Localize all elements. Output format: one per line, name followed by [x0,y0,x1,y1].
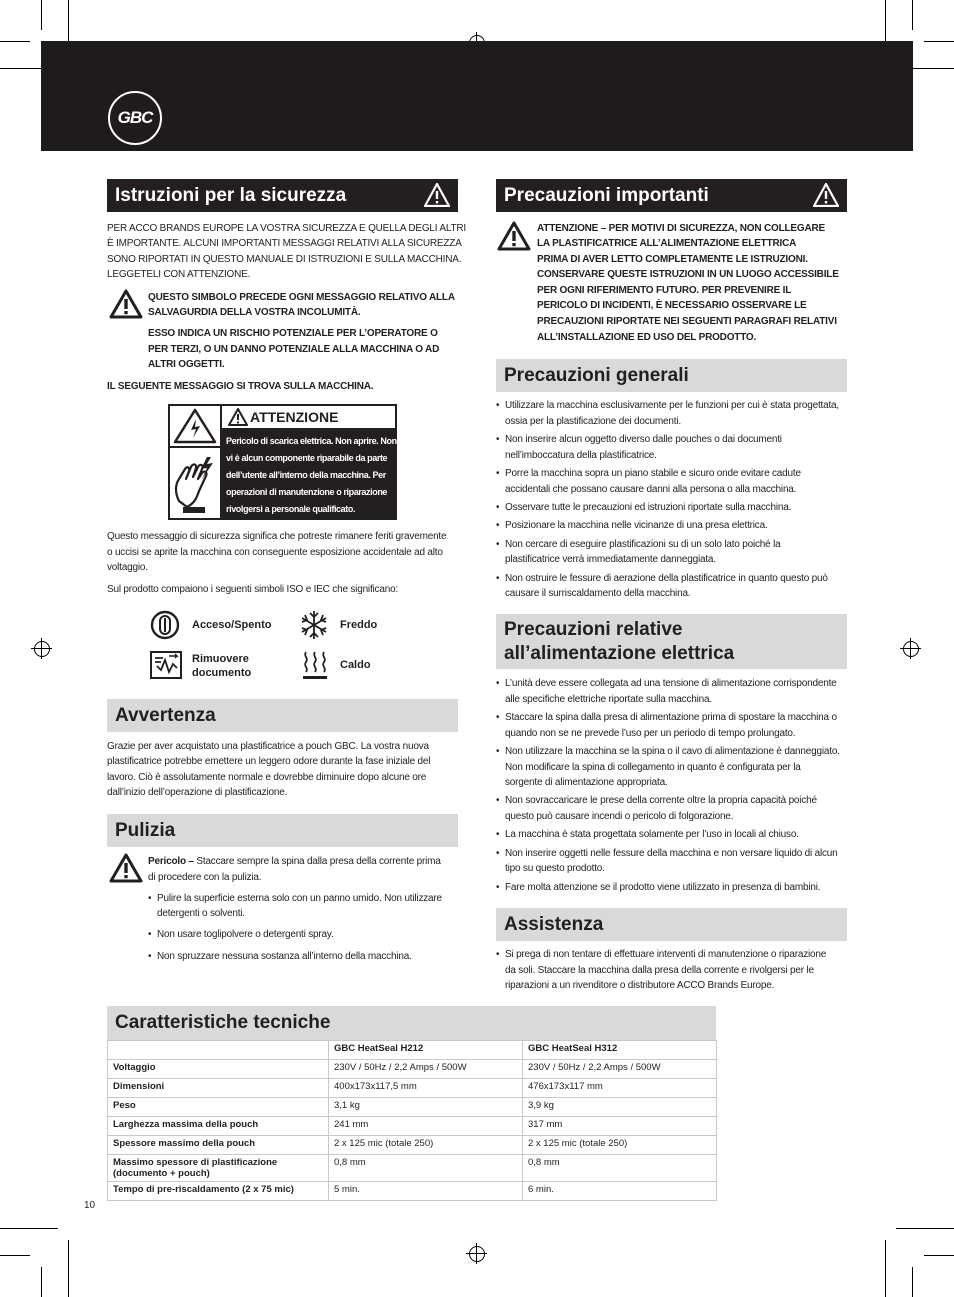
table-cell: 476x173x117 mm [523,1079,717,1098]
warning-text: PERICOLO DI INCIDENTI, È NECESSARIO OSSERVARE LE [537,300,807,311]
text-line: causare il surriscaldamento della macchina. [505,588,691,599]
section-title-safety: Istruzioni per la sicurezza [107,179,458,212]
table-row [108,1136,717,1155]
symbol-label-hot: Caldo [340,659,371,671]
section-title-line: all’alimentazione elettrica [504,643,735,664]
symbol-label-cold: Freddo [340,619,378,631]
text-line: detergenti o solventi. [157,908,245,919]
label-text: rivolgersi a personale qualificato. [226,504,356,514]
text-line: Sul prodotto compaiono i seguenti simboli ISO e IEC che significano: [107,584,399,595]
list-item: • Non ostruire le fessure di aerazione della plastificatrice in quanto questo può [505,571,828,587]
table-cell: 241 mm [329,1117,523,1136]
heat-icon [300,648,330,682]
label-text: dell’utente all’interno della macchina. Per [226,470,386,480]
section-title-line: Precauzioni relative [504,619,683,640]
warning-triangle-icon [109,289,143,319]
section-title-assistenza: Assistenza [496,908,847,941]
hand-shock-icon [171,451,219,517]
text-line: questo può causare incendi o pericolo di folgorazione. [505,811,734,822]
text-line: o uccisi se aprite la macchina con conseguente esposizione accidentale ad alto [107,547,443,558]
table-cell: Dimensioni [108,1079,329,1098]
remove-document-icon [149,650,183,680]
table-cell: Massimo spessore di plastificazione (documento + pouch) [108,1155,329,1182]
warning-text: ATTENZIONE – PER MOTIVI DI SICUREZZA, NON COLLEGARE [537,223,825,234]
table-header-cell: GBC HeatSeal H312 [523,1041,717,1060]
text-line: sorgente di alimentazione appropriata. [505,777,668,788]
text-line: dall’inizio dell’operazione di plastificazione. [107,787,288,798]
label-text: vi è alcun componente riparabile da parte [226,453,388,463]
symbol-label-remove: Rimuovere [192,653,249,665]
warning-text: ALTRI OGGETTI. [148,359,225,370]
header-band [41,41,913,151]
text-line: plastificatrice potrebbe emettere un leggero odore durante la fase iniziale del [107,756,431,767]
table-row [108,1182,717,1201]
warning-text: QUESTO SIMBOLO PRECEDE OGNI MESSAGGIO RELATIVO ALLA [148,292,455,303]
text-line: Grazie per aver acquistato una plastificatrice a pouch GBC. La vostra nuova [107,741,429,752]
text-line: quando non se ne prevede l’uso per un periodo di tempo prolungato. [505,728,796,739]
text-line: da soli. Staccare la macchina dalla presa della corrente e rivolgersi per le [505,965,814,976]
warning-triangle-icon [228,408,248,426]
registration-mark-icon [903,641,919,657]
warning-text: ESSO INDICA UN RISCHIO POTENZIALE PER L’OPERATORE O [148,328,438,339]
list-item: • Pulire la superficie esterna solo con un panno umido. Non utilizzare [157,891,442,907]
table-cell: 0,8 mm [523,1155,717,1182]
table-cell: 2 x 125 mic (totale 250) [329,1136,523,1155]
text-line: accidentali che possano causare danni alla persona o alla macchina. [505,484,797,495]
list-item: • Non inserire alcun oggetto diverso dalle pouches o dai documenti [505,432,782,448]
section-title-specs: Caratteristiche tecniche [107,1006,716,1040]
section-title-generali: Precauzioni generali [496,359,847,392]
text-line: Non modificare la spina di collegamento in quanto è configurata per la [505,762,801,773]
list-item: • Non spruzzare nessuna sostanza all’interno della macchina. [157,949,412,965]
table-cell: Tempo di pre-riscaldamento (2 x 75 mic) [108,1182,329,1201]
electric-shock-icon [171,407,219,445]
label-text: operazioni di manutenzione o riparazione [226,487,388,497]
page-number: 10 [84,1200,96,1211]
warning-text: PER TERZI, O UN DANNO POTENZIALE ALLA MACCHINA O AD [148,344,440,355]
warning-text: PER OGNI RIFERIMENTO FUTURO. PER PREVENIRE IL [537,285,792,296]
list-item: • Posizionare la macchina nelle vicinanze di una presa elettrica. [505,518,768,534]
warning-triangle-icon [813,183,839,207]
table-cell: 0,8 mm [329,1155,523,1182]
warning-text: ALL’INSTALLAZIONE ED USO DEL PRODOTTO. [537,332,757,343]
table-cell: 230V / 50Hz / 2,2 Amps / 500W [329,1060,523,1079]
label-text: Pericolo di scarica elettrica. Non aprire. Non [226,436,397,446]
list-item: • Si prega di non tentare di effettuare interventi di manutenzione o riparazione [505,947,826,963]
text-line: lavoro. Ciò è assolutamente normale e dovrebbe diminuire dopo alcune ore [107,772,427,783]
table-cell: Peso [108,1098,329,1117]
table-cell: 3,1 kg [329,1098,523,1117]
list-item: • Non inserire oggetti nelle fessure della macchina e non versare liquido di alcun [505,846,838,862]
text-line: È IMPORTANTE. ALCUNI IMPORTANTI MESSAGGI RELATIVI ALLA SICUREZZA [107,238,462,249]
section-title-pulizia: Pulizia [107,814,458,847]
list-item: • Porre la macchina sopra un piano stabile e sicuro onde evitare cadute [505,466,801,482]
table-cell: Voltaggio [108,1060,329,1079]
warning-triangle-icon [424,183,450,207]
warning-text: CONSERVARE QUESTE ISTRUZIONI IN UN LUOGO ACCESSIBILE [537,269,839,280]
text-line: SONO RIPORTATI IN QUESTO MANUALE DI ISTRUZIONI E SULLA MACCHINA. [107,254,462,265]
warning-text: SALVAGURDIA DELLA VOSTRA INCOLUMITÀ. [148,307,361,318]
table-cell: 400x173x117,5 mm [329,1079,523,1098]
list-item: • Utilizzare la macchina esclusivamente per le funzioni per cui è stata progettata, [505,398,839,414]
table-row [108,1155,717,1182]
registration-mark-icon [469,1246,485,1262]
list-item: • Non usare toglipolvere o detergenti spray. [157,927,334,943]
list-item: • Fare molta attenzione se il prodotto viene utilizzato in presenza di bambini. [505,880,820,896]
table-cell: 5 min. [329,1182,523,1201]
power-icon [149,610,181,640]
table-cell: 2 x 125 mic (totale 250) [523,1136,717,1155]
section-title-precauzioni: Precauzioni importanti [496,179,847,212]
warning-triangle-icon [497,221,531,251]
text-line: Questo messaggio di sicurezza significa che potreste rimanere feriti gravemente [107,531,447,542]
machine-message-note: IL SEGUENTE MESSAGGIO SI TROVA SULLA MACCHINA. [107,381,374,392]
table-header-cell: GBC HeatSeal H212 [329,1041,523,1060]
table-row [108,1098,717,1117]
table-cell: Larghezza massima della pouch [108,1117,329,1136]
table-row [108,1060,717,1079]
warning-text: LA PLASTIFICATRICE ALL’ALIMENTAZIONE ELETTRICA [537,238,797,249]
table-header-row [108,1041,717,1060]
table-header-cell [108,1041,329,1060]
section-title-elettrica [496,614,847,669]
table-row [108,1079,717,1098]
table-cell: Spessore massimo della pouch [108,1136,329,1155]
danger-text: Pericolo – Staccare sempre la spina dalla presa della corrente prima [148,856,441,867]
list-item: • Staccare la spina dalla presa di alimentazione prima di spostare la macchina o [505,710,837,726]
list-item: • Non sovraccaricare le prese della corrente oltre la propria capacità poiché [505,793,817,809]
list-item: • Non cercare di eseguire plastificazioni su di un solo lato poiché la [505,537,780,553]
table-row [108,1117,717,1136]
gbc-logo: GBC [108,91,162,145]
list-item: • La macchina è stata progettata solamente per l’uso in locali al chiuso. [505,827,799,843]
text-line: tipo su questo prodotto. [505,863,605,874]
table-cell: 6 min. [523,1182,717,1201]
warning-text: PRIMA DI AVER LETTO COMPLETAMENTE LE ISTRUZIONI. [537,254,808,265]
text-line: ossia per la plastificazione dei documenti. [505,416,681,427]
text-line: di procedere con la pulizia. [148,872,262,883]
machine-warning-label [168,404,397,520]
text-line: plastificatrice verrà immediatamente danneggiata. [505,554,716,565]
list-item: • Osservare tutte le precauzioni ed istruzioni riportate sulla macchina. [505,500,791,516]
text-line: alle specifiche elettriche riportate sulla macchina. [505,694,712,705]
list-item: • Non utilizzare la macchina se la spina o il cavo di alimentazione è danneggiato. [505,744,840,760]
label-title: ATTENZIONE [250,409,339,425]
specs-table [107,1040,717,1201]
text-line: LEGGETELI CON ATTENZIONE. [107,269,251,280]
text-line: riparazioni a un rivenditore o distributore ACCO Brands Europe. [505,980,775,991]
symbol-label-remove: documento [192,667,252,679]
section-title-avvertenza: Avvertenza [107,699,458,732]
warning-triangle-icon [109,853,143,883]
text-line: PER ACCO BRANDS EUROPE LA VOSTRA SICUREZZA E QUELLA DEGLI ALTRI [107,223,466,234]
registration-mark-icon [34,641,50,657]
warning-text: PRECAUZIONI RIPORTATE NEI SEGUENTI PARAGRAFI RELATIVI [537,316,837,327]
list-item: • L’unità deve essere collegata ad una tensione di alimentazione corrispondente [505,676,837,692]
table-cell: 230V / 50Hz / 2,2 Amps / 500W [523,1060,717,1079]
table-cell: 3,9 kg [523,1098,717,1117]
snowflake-icon [298,608,330,642]
text-line: nell’imboccatura della plastificatrice. [505,450,657,461]
table-cell: 317 mm [523,1117,717,1136]
text-line: voltaggio. [107,562,148,573]
symbol-label-onoff: Acceso/Spento [192,619,272,631]
